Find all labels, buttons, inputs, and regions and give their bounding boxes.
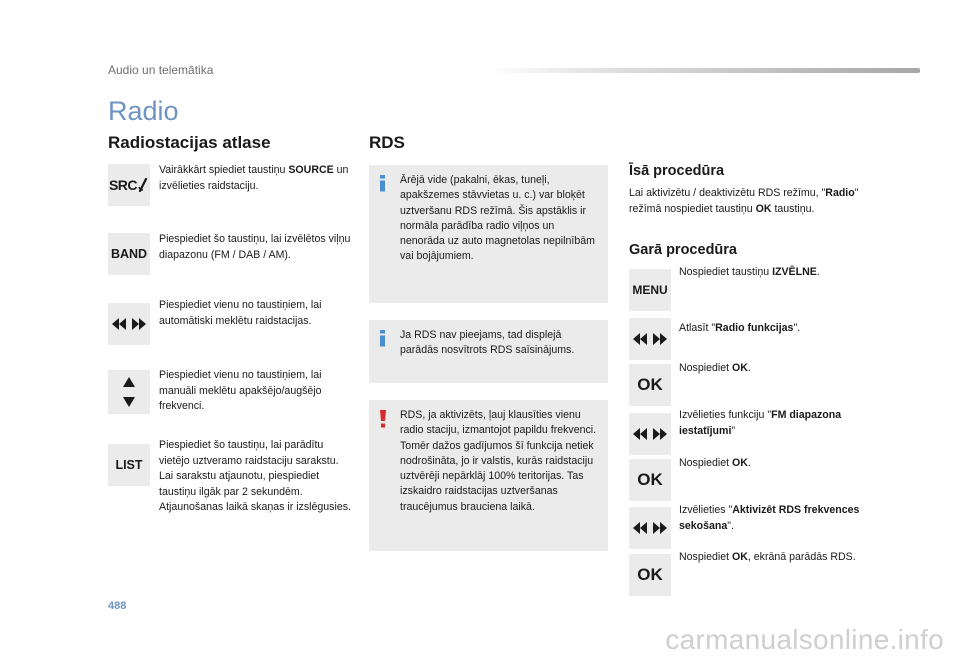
menu-button-label: MENU bbox=[632, 283, 668, 297]
up-down-arrows-icon bbox=[122, 374, 136, 410]
long-procedure-heading: Garā procedūra bbox=[629, 242, 737, 258]
seek-arrows-icon bbox=[630, 332, 670, 346]
phone-slash-icon bbox=[137, 178, 149, 192]
warning-icon bbox=[379, 410, 387, 428]
info-text-unavailable: Ja RDS nav pieejams, tad displejā parādās nosvītrots RDS saīsinājums. bbox=[400, 329, 575, 357]
band-instruction: Piespiediet šo taustiņu, lai izvēlētos viļņu diapazonu (FM / DAB / AM). bbox=[159, 233, 351, 261]
tune-instruction: Piespiediet vienu no taustiņiem, lai manuāli meklētu apakšējo/augšējo frekvenci. bbox=[159, 369, 322, 412]
step-7-text: Nospiediet OK, ekrānā parādās RDS. bbox=[679, 551, 856, 563]
tune-buttons[interactable] bbox=[108, 370, 150, 414]
ok-button[interactable] bbox=[629, 459, 671, 501]
warning-box-rds bbox=[369, 400, 608, 551]
band-button-label: BAND bbox=[110, 247, 148, 261]
step-6-text: Izvēlieties "Aktivizēt RDS frekvences sekošana". bbox=[679, 504, 860, 532]
seek-buttons[interactable] bbox=[629, 318, 671, 360]
ok-button[interactable] bbox=[629, 364, 671, 406]
rds-heading: RDS bbox=[369, 133, 405, 152]
section-label: Audio un telemātika bbox=[108, 63, 214, 77]
ok-button-label: OK bbox=[637, 470, 663, 489]
header-rule bbox=[488, 68, 920, 73]
list-instruction: Piespiediet šo taustiņu, lai parādītu vietējo uztveramo raidstaciju sarakstu. Lai sarakstu atjaunotu, piespiediet taustiņu ilgāk par 2 sekundēm. Atjaunošanas laikā skaņas ir izslēgusies. bbox=[159, 439, 351, 513]
step-2-text: Atlasīt "Radio funkcijas". bbox=[679, 322, 801, 334]
seek-buttons[interactable] bbox=[108, 303, 150, 345]
watermark: carmanualsonline.info bbox=[665, 624, 944, 655]
seek-arrows-icon bbox=[630, 521, 670, 535]
seek-arrows-icon bbox=[630, 427, 670, 441]
seek-buttons[interactable] bbox=[629, 413, 671, 455]
info-box-reception bbox=[369, 165, 608, 303]
info-icon bbox=[379, 175, 387, 192]
info-icon bbox=[379, 330, 387, 347]
step-1-text: Nospiediet taustiņu IZVĒLNE. bbox=[679, 266, 820, 278]
list-button-label: LIST bbox=[115, 458, 143, 472]
ok-button-label: OK bbox=[637, 375, 663, 394]
src-instruction: Vairākkārt spiediet taustiņu SOURCE un izvēlieties raidstaciju. bbox=[159, 164, 349, 192]
info-text-reception: Ārējā vide (pakalni, ēkas, tuneļi, apakšzemes stāvvietas u. c.) var bloķēt uztveršanu RDS režīmā. Šis apstāklis ir normāla parādība radio viļņos un nenorāda uz auto magnetolas nepilnībām vai bojājumiem. bbox=[400, 174, 595, 263]
band-button[interactable] bbox=[108, 233, 150, 275]
menu-button[interactable] bbox=[629, 269, 671, 311]
step-5-text: Nospiediet OK. bbox=[679, 457, 751, 469]
list-button[interactable] bbox=[108, 444, 150, 486]
short-procedure-heading: Īsā procedūra bbox=[629, 163, 725, 179]
ok-button-label: OK bbox=[637, 565, 663, 584]
warning-text-rds: RDS, ja aktivizēts, ļauj klausīties vienu radio staciju, izmantojot papildu frekvenci. Tomēr dažos gadījumos šī funkcija netiek nodrošināta, jo ir valstis, kurās raidstaciju uztvērēji nepārklāj 100% teritorijas. Tas izskaidro raidstacijas uztveršanas traucējumus brauciena laikā. bbox=[400, 409, 597, 513]
seek-buttons[interactable] bbox=[629, 507, 671, 549]
seek-arrows-icon bbox=[109, 317, 149, 331]
seek-instruction: Piespiediet vienu no taustiņiem, lai automātiski meklētu raidstacijas. bbox=[159, 299, 322, 327]
station-selection-heading: Radiostacijas atlase bbox=[108, 133, 271, 152]
src-button-label: SRC bbox=[108, 177, 138, 193]
page-title: Radio bbox=[108, 96, 179, 126]
short-procedure-text: Lai aktivizētu / deaktivizētu RDS režīmu, "Radio" režīmā nospiediet taustiņu OK taustiņu. bbox=[629, 187, 859, 215]
page-number: 488 bbox=[108, 600, 127, 612]
ok-button[interactable] bbox=[629, 554, 671, 596]
step-4-text: Izvēlieties funkciju "FM diapazona iestatījumi" bbox=[679, 409, 842, 437]
src-button[interactable] bbox=[108, 164, 150, 206]
info-box-unavailable bbox=[369, 320, 608, 383]
step-3-text: Nospiediet OK. bbox=[679, 362, 751, 374]
